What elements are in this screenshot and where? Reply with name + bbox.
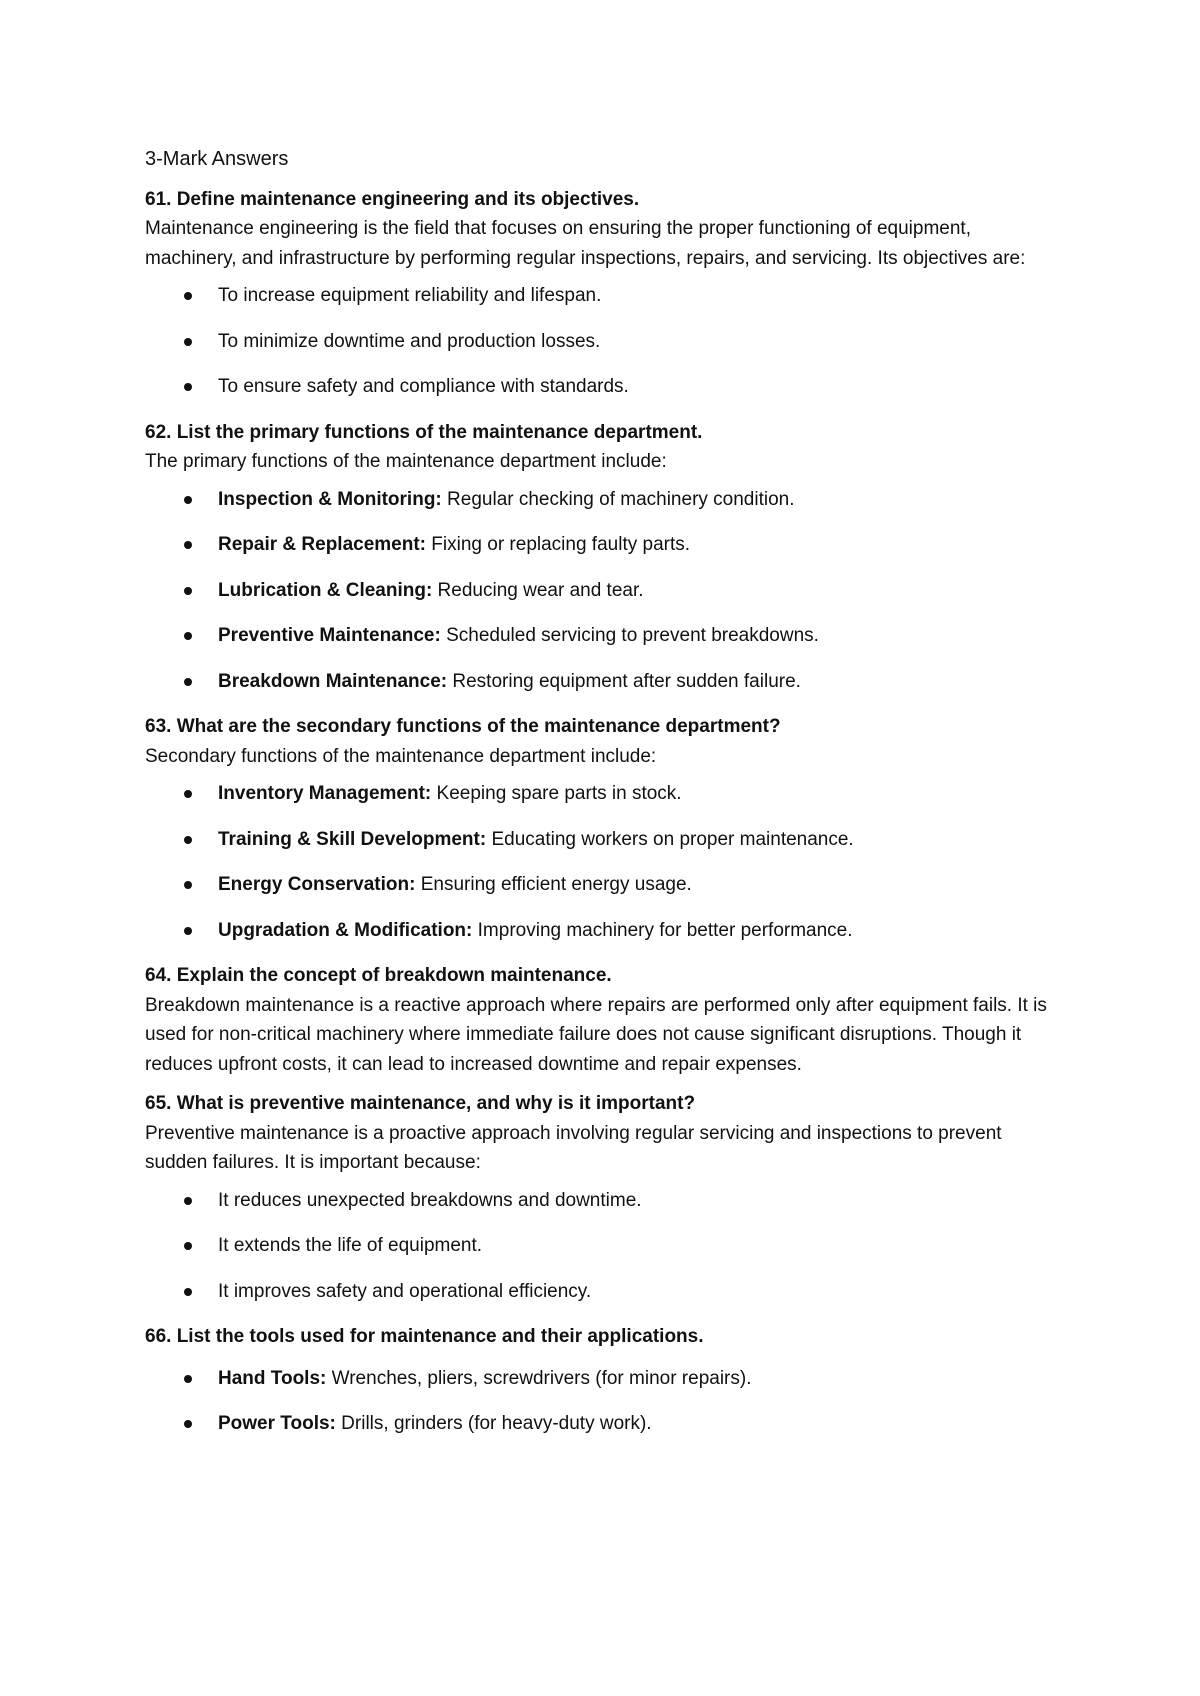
answer-65-list bbox=[145, 1186, 1065, 1307]
list-item-term: Preventive Maintenance: bbox=[218, 625, 441, 646]
section-61 bbox=[145, 185, 1065, 402]
list-item-term: Lubrication & Cleaning: bbox=[218, 579, 433, 601]
list-item-term: Hand Tools: bbox=[218, 1367, 327, 1389]
list-item bbox=[145, 916, 1065, 946]
question-62: 62. List the primary functions of the maintenance department. bbox=[145, 421, 703, 443]
answer-63-list bbox=[145, 779, 1065, 945]
document-heading: 3-Mark Answers bbox=[145, 148, 289, 170]
list-item-desc: Wrenches, pliers, screwdrivers (for minor repairs). bbox=[326, 1367, 752, 1389]
list-item-desc: Keeping spare parts in stock. bbox=[431, 783, 682, 804]
question-66: 66. List the tools used for maintenance and their applications. bbox=[145, 1326, 704, 1347]
list-item-desc: Ensuring efficient energy usage. bbox=[415, 874, 692, 895]
list-item bbox=[145, 870, 1065, 900]
section-63 bbox=[145, 712, 1065, 945]
answer-66-list bbox=[145, 1364, 1065, 1439]
list-item-desc: Scheduled servicing to prevent breakdowns. bbox=[440, 625, 819, 646]
list-item-desc: Improving machinery for better performance. bbox=[472, 919, 853, 941]
list-item bbox=[145, 530, 1065, 560]
list-item-term: Inventory Management: bbox=[218, 783, 432, 804]
list-item-term: Power Tools: bbox=[218, 1413, 336, 1434]
answer-64-text: Breakdown maintenance is a reactive approach where repairs are performed only after equipment fails. It is used for non-critical machinery where immediate failure does not cause significant disruptions. Though it reduces upfront costs, it can lead to increased downtime and repair expenses. bbox=[145, 994, 1047, 1075]
list-item bbox=[145, 667, 1065, 697]
list-item-desc: Reducing wear and tear. bbox=[432, 579, 644, 601]
list-item-term: Upgradation & Modification: bbox=[218, 919, 473, 941]
list-item-term: Inspection & Monitoring: bbox=[218, 488, 442, 510]
question-65: 65. What is preventive maintenance, and why is it important? bbox=[145, 1093, 696, 1114]
list-item: It improves safety and operational efficiency. bbox=[145, 1277, 1065, 1307]
section-62 bbox=[145, 418, 1065, 697]
list-item-desc: Fixing or replacing faulty parts. bbox=[426, 534, 691, 555]
section-66 bbox=[145, 1322, 1065, 1439]
answer-61-list bbox=[145, 281, 1065, 402]
list-item-desc: Restoring equipment after sudden failure. bbox=[447, 670, 801, 692]
answer-65-text: Preventive maintenance is a proactive approach involving regular servicing and inspections to prevent sudden failures. It is important because: bbox=[145, 1122, 1002, 1173]
list-item-desc: Drills, grinders (for heavy-duty work). bbox=[335, 1413, 652, 1434]
list-item bbox=[145, 779, 1065, 809]
list-item bbox=[145, 621, 1065, 651]
list-item: To ensure safety and compliance with standards. bbox=[145, 372, 1065, 402]
list-item bbox=[145, 1364, 1065, 1394]
list-item: To minimize downtime and production losses. bbox=[145, 327, 1065, 357]
answer-61-text: Maintenance engineering is the field that focuses on ensuring the proper functioning of equipment, machinery, and infrastructure by performing regular inspections, repairs, and servicing. Its objectives are: bbox=[145, 218, 1026, 269]
list-item-term: Breakdown Maintenance: bbox=[218, 670, 448, 692]
list-item: To increase equipment reliability and lifespan. bbox=[145, 281, 1065, 311]
list-item bbox=[145, 1409, 1065, 1439]
section-64 bbox=[145, 961, 1065, 1079]
list-item-term: Energy Conservation: bbox=[218, 874, 416, 895]
list-item: It reduces unexpected breakdowns and downtime. bbox=[145, 1186, 1065, 1216]
list-item-desc: Regular checking of machinery condition. bbox=[441, 488, 795, 510]
question-61: 61. Define maintenance engineering and its objectives. bbox=[145, 188, 640, 210]
question-63: 63. What are the secondary functions of the maintenance department? bbox=[145, 716, 781, 737]
list-item: It extends the life of equipment. bbox=[145, 1231, 1065, 1261]
question-64: 64. Explain the concept of breakdown maintenance. bbox=[145, 965, 612, 986]
list-item-term: Repair & Replacement: bbox=[218, 534, 427, 555]
list-item bbox=[145, 825, 1065, 855]
list-item-term: Training & Skill Development: bbox=[218, 828, 487, 850]
section-65 bbox=[145, 1089, 1065, 1306]
list-item bbox=[145, 576, 1065, 606]
answer-63-text: Secondary functions of the maintenance department include: bbox=[145, 745, 657, 767]
answer-62-text: The primary functions of the maintenance department include: bbox=[145, 451, 667, 472]
list-item bbox=[145, 485, 1065, 515]
answer-62-list bbox=[145, 485, 1065, 697]
list-item-desc: Educating workers on proper maintenance. bbox=[486, 828, 854, 850]
document-page bbox=[145, 145, 1065, 1455]
